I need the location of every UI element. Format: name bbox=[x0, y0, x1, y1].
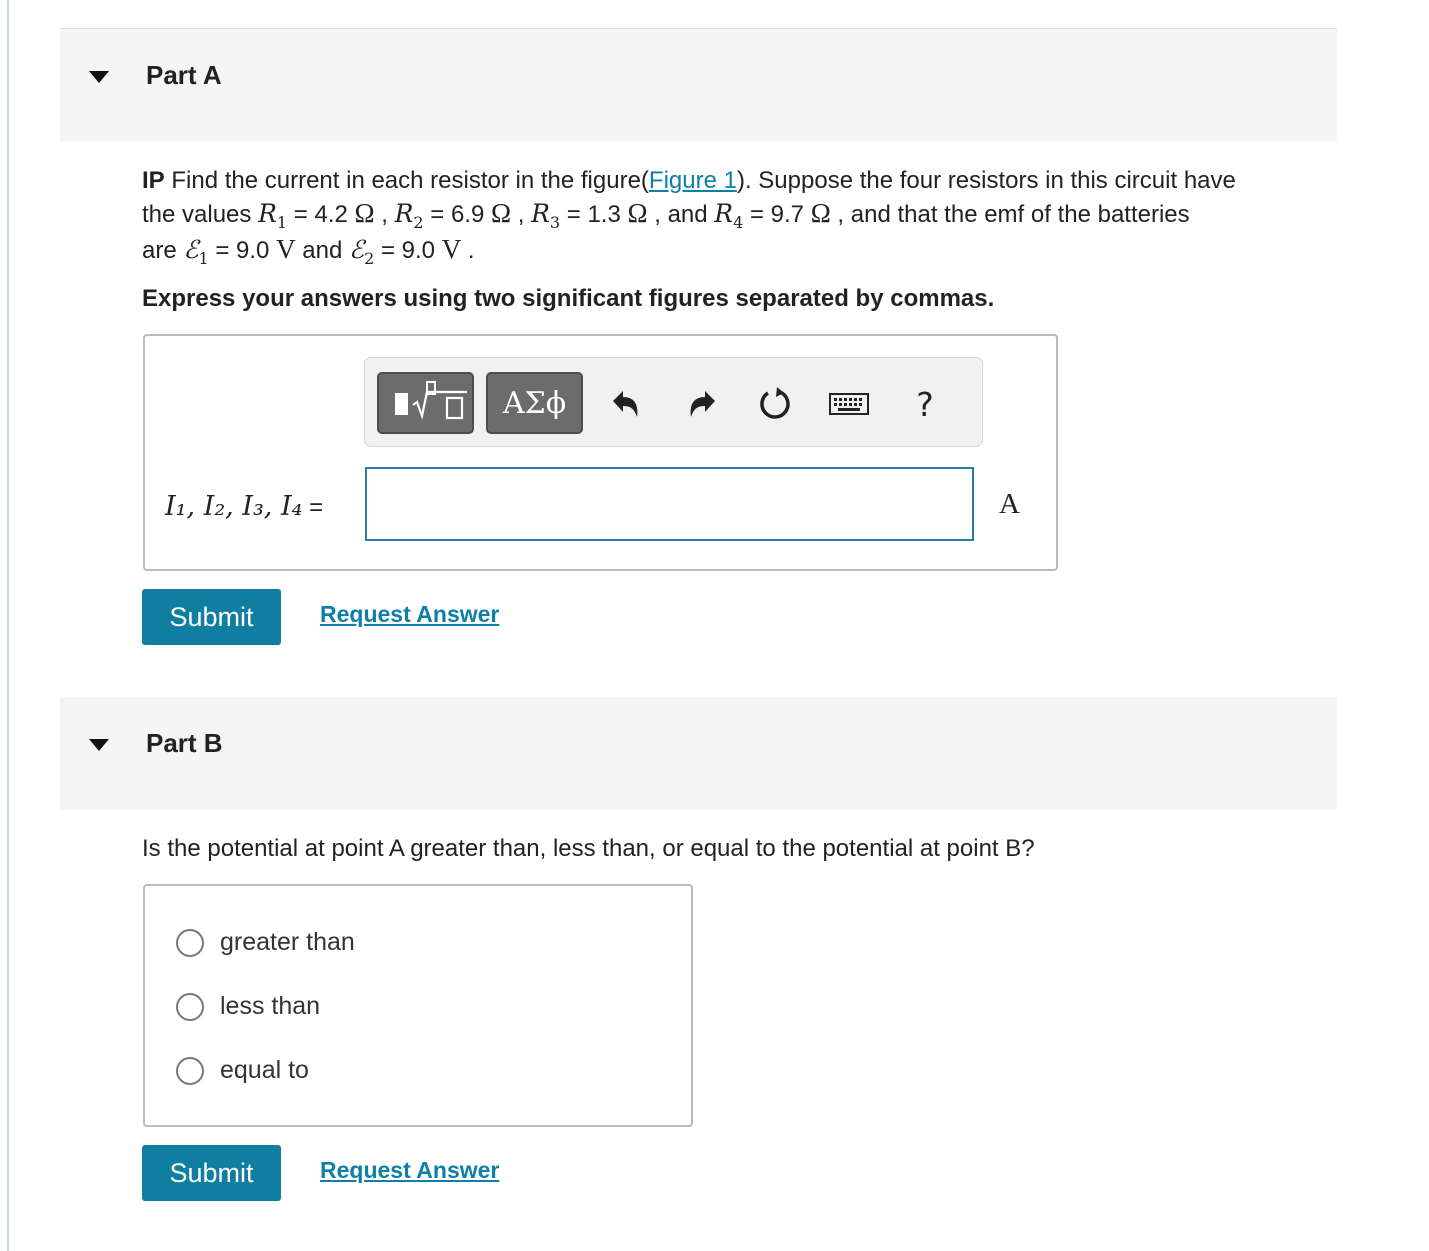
part-b-title: Part B bbox=[146, 728, 223, 758]
option-label: less than bbox=[220, 992, 321, 1020]
r4-value: = 9.7 bbox=[743, 201, 811, 228]
left-border bbox=[7, 0, 9, 1251]
template-button[interactable] bbox=[377, 372, 474, 434]
ohm-symbol: Ω bbox=[490, 198, 512, 228]
and-text: , and bbox=[647, 201, 715, 228]
answer-input[interactable] bbox=[365, 467, 974, 541]
part-a-header[interactable] bbox=[60, 29, 1337, 142]
r4-symbol: $R_4$ bbox=[714, 199, 744, 232]
option-less-than[interactable] bbox=[176, 992, 320, 1021]
r1-value: = 4.2 bbox=[287, 201, 355, 228]
volt-symbol: V bbox=[441, 234, 462, 264]
options-box bbox=[143, 884, 693, 1127]
question-text: Find the current in each resistor in the figure( bbox=[164, 167, 649, 194]
option-equal-to[interactable] bbox=[176, 1056, 309, 1085]
radio-button[interactable] bbox=[176, 1057, 204, 1085]
r3-symbol: $R_3$ bbox=[531, 199, 561, 232]
part-b-question: Is the potential at point A greater than, less than, or equal to the potential at point B? bbox=[142, 835, 1035, 862]
option-label: equal to bbox=[220, 1056, 309, 1084]
part-a-question bbox=[142, 165, 1236, 269]
separator: , bbox=[374, 201, 395, 228]
ip-prefix: IP bbox=[142, 167, 165, 194]
question-line-2 bbox=[142, 197, 1236, 233]
question-line-1 bbox=[142, 165, 1236, 197]
radio-button[interactable] bbox=[176, 993, 204, 1021]
radio-button[interactable] bbox=[176, 929, 204, 957]
redo-icon[interactable] bbox=[683, 384, 723, 424]
emf2-symbol: ℰ$_2$ bbox=[348, 235, 375, 268]
option-label: greater than bbox=[220, 928, 355, 956]
submit-button-part-a[interactable]: Submit bbox=[142, 589, 281, 645]
emf1-value: = 9.0 bbox=[208, 237, 277, 264]
request-answer-link-part-b[interactable]: Request Answer bbox=[320, 1157, 500, 1183]
figure-link[interactable]: Figure 1 bbox=[648, 167, 737, 194]
part-a-title: Part A bbox=[146, 60, 222, 90]
ohm-symbol: Ω bbox=[810, 198, 831, 228]
question-text: are bbox=[142, 237, 184, 264]
equals-sign: = bbox=[302, 494, 324, 521]
question-line-3 bbox=[142, 233, 1236, 269]
ohm-symbol: Ω bbox=[627, 198, 648, 228]
volt-symbol: V bbox=[276, 234, 296, 264]
undo-icon[interactable] bbox=[605, 384, 645, 424]
answer-variable-label bbox=[165, 491, 323, 522]
r1-symbol: $R_1$ bbox=[258, 199, 288, 232]
question-text: , and that the emf of the batteries bbox=[830, 201, 1190, 228]
keyboard-icon[interactable] bbox=[829, 384, 869, 424]
question-text: ). Suppose the four resistors in this circuit have bbox=[736, 167, 1236, 194]
emf1-symbol: ℰ$_1$ bbox=[183, 235, 209, 268]
r3-value: = 1.3 bbox=[560, 201, 628, 228]
answer-instruction: Express your answers using two significant figures separated by commas. bbox=[142, 285, 995, 312]
submit-button-part-b[interactable]: Submit bbox=[142, 1145, 281, 1201]
fraction-sqrt-template-icon bbox=[379, 419, 472, 436]
ohm-symbol: Ω bbox=[354, 198, 375, 228]
option-greater-than[interactable] bbox=[176, 928, 355, 957]
answer-box bbox=[143, 334, 1058, 571]
question-text: . bbox=[461, 237, 475, 264]
r2-value: = 6.9 bbox=[423, 201, 491, 228]
r2-symbol: $R_2$ bbox=[394, 199, 424, 232]
request-answer-link-part-a[interactable]: Request Answer bbox=[320, 601, 500, 627]
greek-symbols-button[interactable]: ΑΣϕ bbox=[486, 372, 583, 434]
help-button[interactable]: ? bbox=[916, 384, 934, 424]
collapse-triangle-icon[interactable] bbox=[89, 71, 109, 83]
unit-label: A bbox=[999, 488, 1020, 520]
math-toolbar bbox=[364, 357, 983, 447]
and-text: and bbox=[295, 237, 349, 264]
separator: , bbox=[511, 201, 532, 228]
reset-icon[interactable] bbox=[755, 384, 795, 424]
question-text: the values bbox=[142, 201, 259, 228]
collapse-triangle-icon[interactable] bbox=[89, 739, 109, 751]
variables: I₁, I₂, I₃, I₄ bbox=[165, 491, 303, 522]
part-b-header[interactable] bbox=[60, 697, 1337, 810]
emf2-value: = 9.0 bbox=[374, 237, 442, 264]
